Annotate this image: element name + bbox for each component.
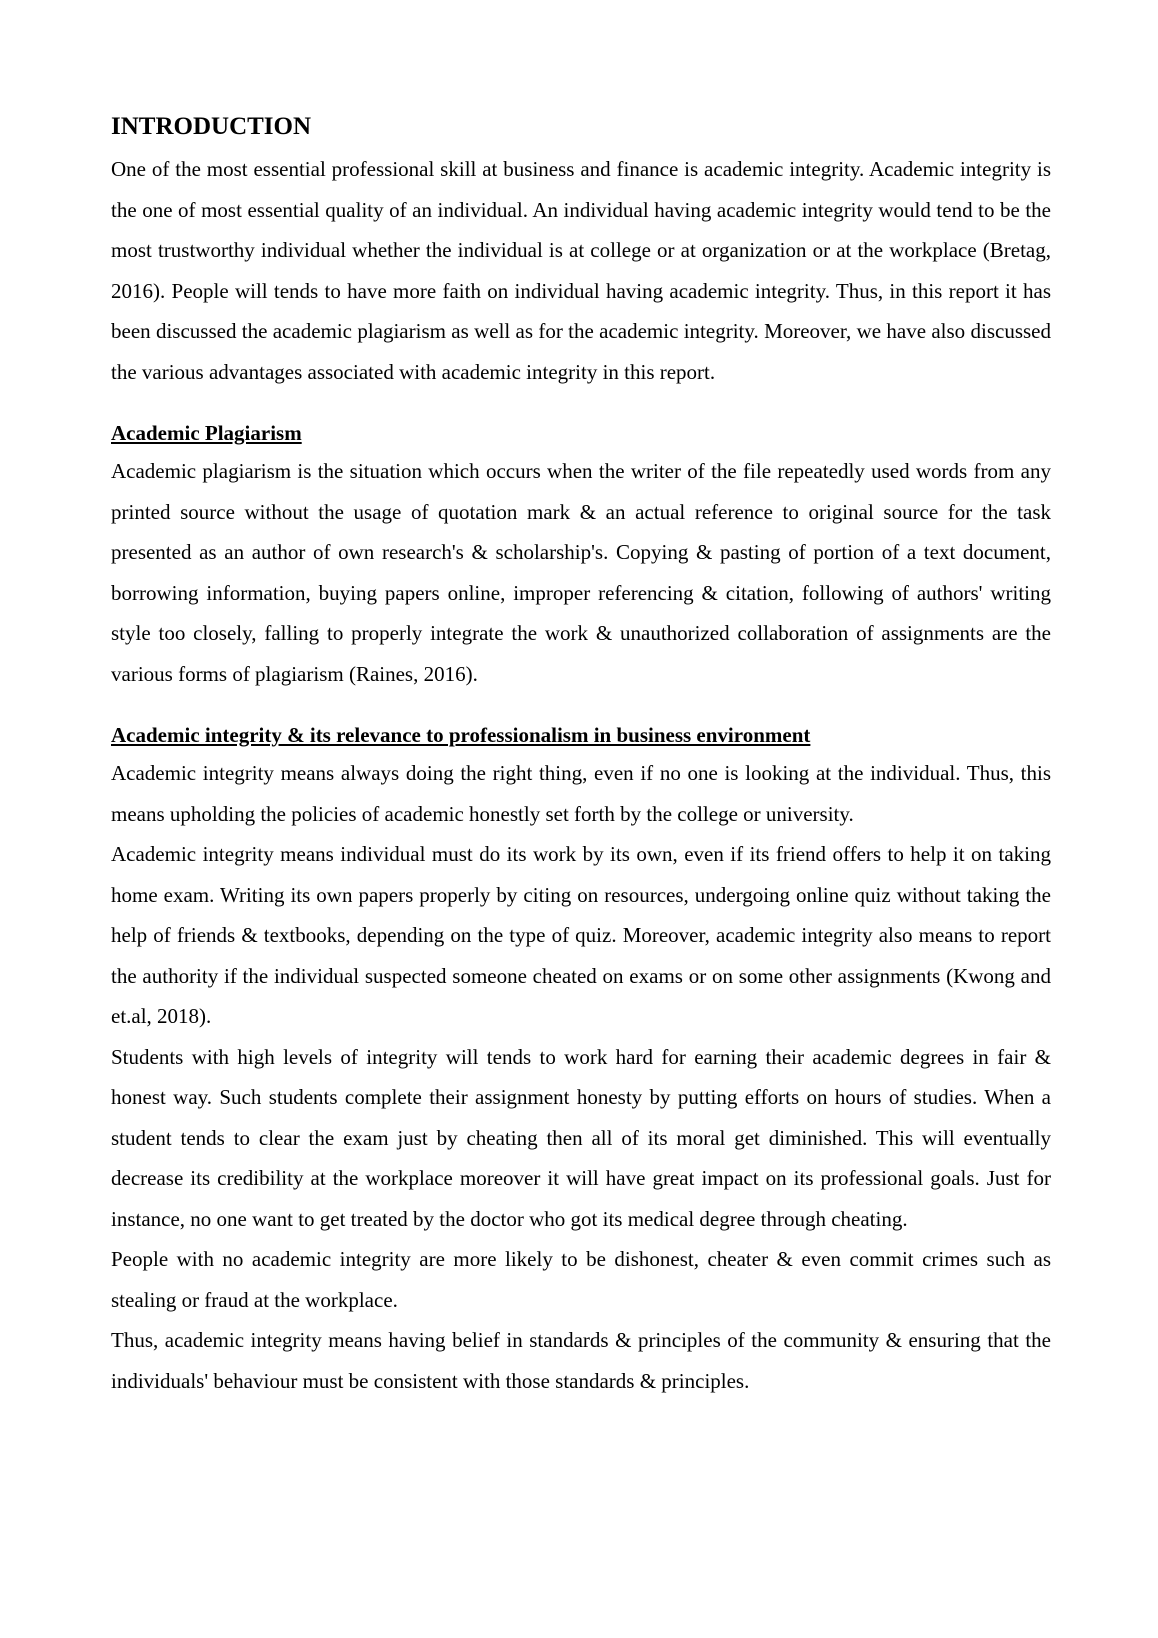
integrity-paragraph-2: Academic integrity means individual must do its work by its own, even if its friend offers to help it on taking home exam. Writing its own papers properly by citing on resources, undergoing online quiz without taking the help of friends & textbooks, depending on the type of quiz. Moreover, academic integrity also means to report the authority if the individual suspected someone cheated on exams or on some other assignments (Kwong and et.al, 2018). (111, 842, 1051, 1028)
integrity-paragraph-4: People with no academic integrity are more likely to be dishonest, cheater & even commit crimes such as stealing or fraud at the workplace. (111, 1247, 1051, 1312)
integrity-paragraph-5: Thus, academic integrity means having belief in standards & principles of the community & ensuring that the individuals' behaviour must be consistent with those standards & principles. (111, 1328, 1051, 1393)
section-spacer (111, 694, 1051, 717)
integrity-paragraph-3: Students with high levels of integrity will tends to work hard for earning their academic degrees in fair & honest way. Such students complete their assignment honesty by putting efforts on hours of studies. When a student tends to clear the exam just by cheating then all of its moral get diminished. This will eventually decrease its credibility at the workplace moreover it will have great impact on its professional goals. Just for instance, no one want to get treated by the doctor who got its medical degree through cheating. (111, 1044, 1051, 1231)
section-spacer (111, 392, 1051, 415)
page-title: INTRODUCTION (111, 113, 312, 140)
plagiarism-paragraph: Academic plagiarism is the situation which occurs when the writer of the file repeatedly used words from any printed source without the usage of quotation mark & an actual reference to original source for the task presented as an author of own research's & scholarship's. Copying & pasting of portion of a text document, borrowing information, buying papers online, improper referencing & citation, following of authors' writing style too closely, falling to properly integrate the work & unauthorized collaboration of assignments are the various forms of plagiarism (Raines, 2016). (111, 459, 1051, 686)
section-heading-plagiarism: Academic Plagiarism (111, 421, 302, 445)
section-heading-integrity: Academic integrity & its relevance to professionalism in business environment (111, 723, 811, 747)
integrity-paragraph-1: Academic integrity means always doing the right thing, even if no one is looking at the individual. Thus, this means upholding the policies of academic honestly set forth by the college or university. (111, 761, 1051, 826)
intro-paragraph: One of the most essential professional skill at business and finance is academic integrity. Academic integrity is the one of most essential quality of an individual. An individual having academic integrity would tend to be the most trustworthy individual whether the individual is at college or at organization or at the workplace (Bretag, 2016). People will tends to have more faith on individual having academic integrity. Thus, in this report it has been discussed the academic plagiarism as well as for the academic integrity. Moreover, we have also discussed the various advantages associated with academic integrity in this report. (111, 157, 1051, 384)
document-page (111, 105, 1051, 1401)
